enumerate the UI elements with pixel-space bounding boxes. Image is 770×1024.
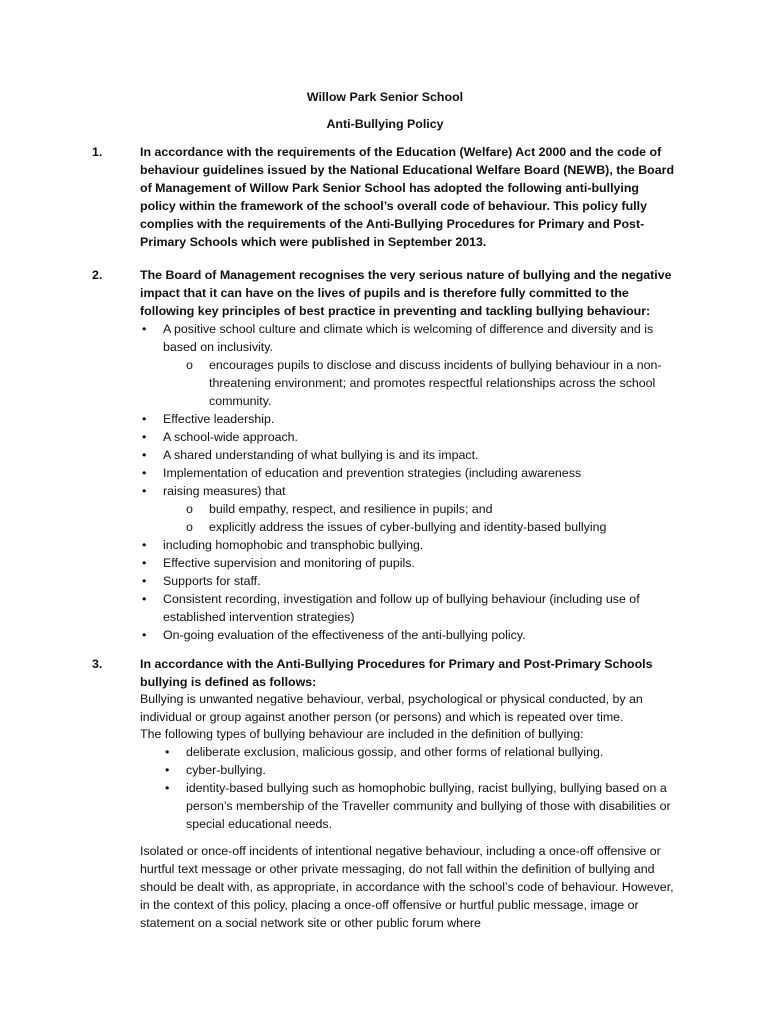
list-item: • including homophobic and transphobic bullying. bbox=[140, 536, 676, 554]
list-item: • Supports for staff. bbox=[140, 572, 676, 590]
list-item: • cyber-bullying. bbox=[163, 761, 677, 779]
list-item-text: A positive school culture and climate which is welcoming of difference and diversity and is based on inclusivity. bbox=[163, 322, 654, 354]
section-3-types-intro: The following types of bullying behaviour are included in the definition of bullying: bbox=[140, 727, 584, 741]
sub-list bbox=[186, 500, 676, 536]
list-item: • On-going evaluation of the effectiveness of the anti-bullying policy. bbox=[140, 626, 676, 644]
list-item: • Implementation of education and prevention strategies (including awareness bbox=[140, 464, 676, 482]
list-item bbox=[140, 482, 676, 536]
policy-title: Anti-Bullying Policy bbox=[326, 117, 444, 131]
list-item-text: raising measures) that bbox=[163, 484, 286, 498]
section-3-definition: Bullying is unwanted negative behaviour, verbal, psychological or physical conducted, by an individual or group against another person (or persons) and which is repeated over time. bbox=[140, 692, 643, 724]
list-item: • Effective supervision and monitoring of pupils. bbox=[140, 554, 676, 572]
section-3-number: 3. bbox=[92, 657, 103, 671]
section-2-intro: The Board of Management recognises the very serious nature of bullying and the negative impact that it can have on the lives of pupils and is therefore fully committed to the following key principles of best practice in preventing and tackling bullying behaviour: bbox=[140, 268, 672, 318]
list-item: • A shared understanding of what bullying is and its impact. bbox=[140, 446, 676, 464]
section-3-intro: In accordance with the Anti-Bullying Procedures for Primary and Post-Primary Schools bullying is defined as follows: bbox=[140, 657, 653, 689]
sub-list-item: o build empathy, respect, and resilience in pupils; and bbox=[186, 500, 676, 518]
section-3-closing: Isolated or once-off incidents of intentional negative behaviour, including a once-off offensive or hurtful text message or other private messaging, do not fall within the definition of bullying and should be dealt with, as appropriate, in accordance with the school’s code of behaviour. However, in the context of this policy, placing a once-off offensive or hurtful public message, image or statement on a social network site or other public forum where bbox=[140, 844, 674, 930]
section-1-text: In accordance with the requirements of the Education (Welfare) Act 2000 and the code of behaviour guidelines issued by the National Educational Welfare Board (NEWB), the Board of Management of Willow Park Senior School has adopted the following anti-bullying policy within the framework of the school’s overall code of behaviour. This policy fully complies with the requirements of the Anti-Bullying Procedures for Primary and Post-Primary Schools which were published in September 2013. bbox=[140, 145, 675, 249]
list-item bbox=[140, 320, 676, 410]
list-item: • A school-wide approach. bbox=[140, 428, 676, 446]
sub-list-item: o explicitly address the issues of cyber-bullying and identity-based bullying bbox=[186, 518, 676, 536]
section-1-number: 1. bbox=[92, 145, 103, 159]
list-item: • Effective leadership. bbox=[140, 410, 676, 428]
school-name: Willow Park Senior School bbox=[306, 90, 464, 104]
section-2-principles-list bbox=[140, 320, 676, 644]
list-item: • Consistent recording, investigation and follow up of bullying behaviour (including use of established intervention strategies) bbox=[140, 590, 676, 626]
sub-list-item: o encourages pupils to disclose and discuss incidents of bullying behaviour in a non-threatening environment; and promotes respectful relationships across the school community. bbox=[186, 356, 676, 410]
section-2-number: 2. bbox=[92, 268, 103, 282]
list-item: • identity-based bullying such as homophobic bullying, racist bullying, bullying based on a person’s membership of the Traveller community and bullying of those with disabilities or special educational needs. bbox=[163, 779, 677, 833]
list-item: • deliberate exclusion, malicious gossip, and other forms of relational bullying. bbox=[163, 743, 677, 761]
sub-list bbox=[186, 356, 676, 410]
section-3-types-list bbox=[163, 743, 677, 833]
